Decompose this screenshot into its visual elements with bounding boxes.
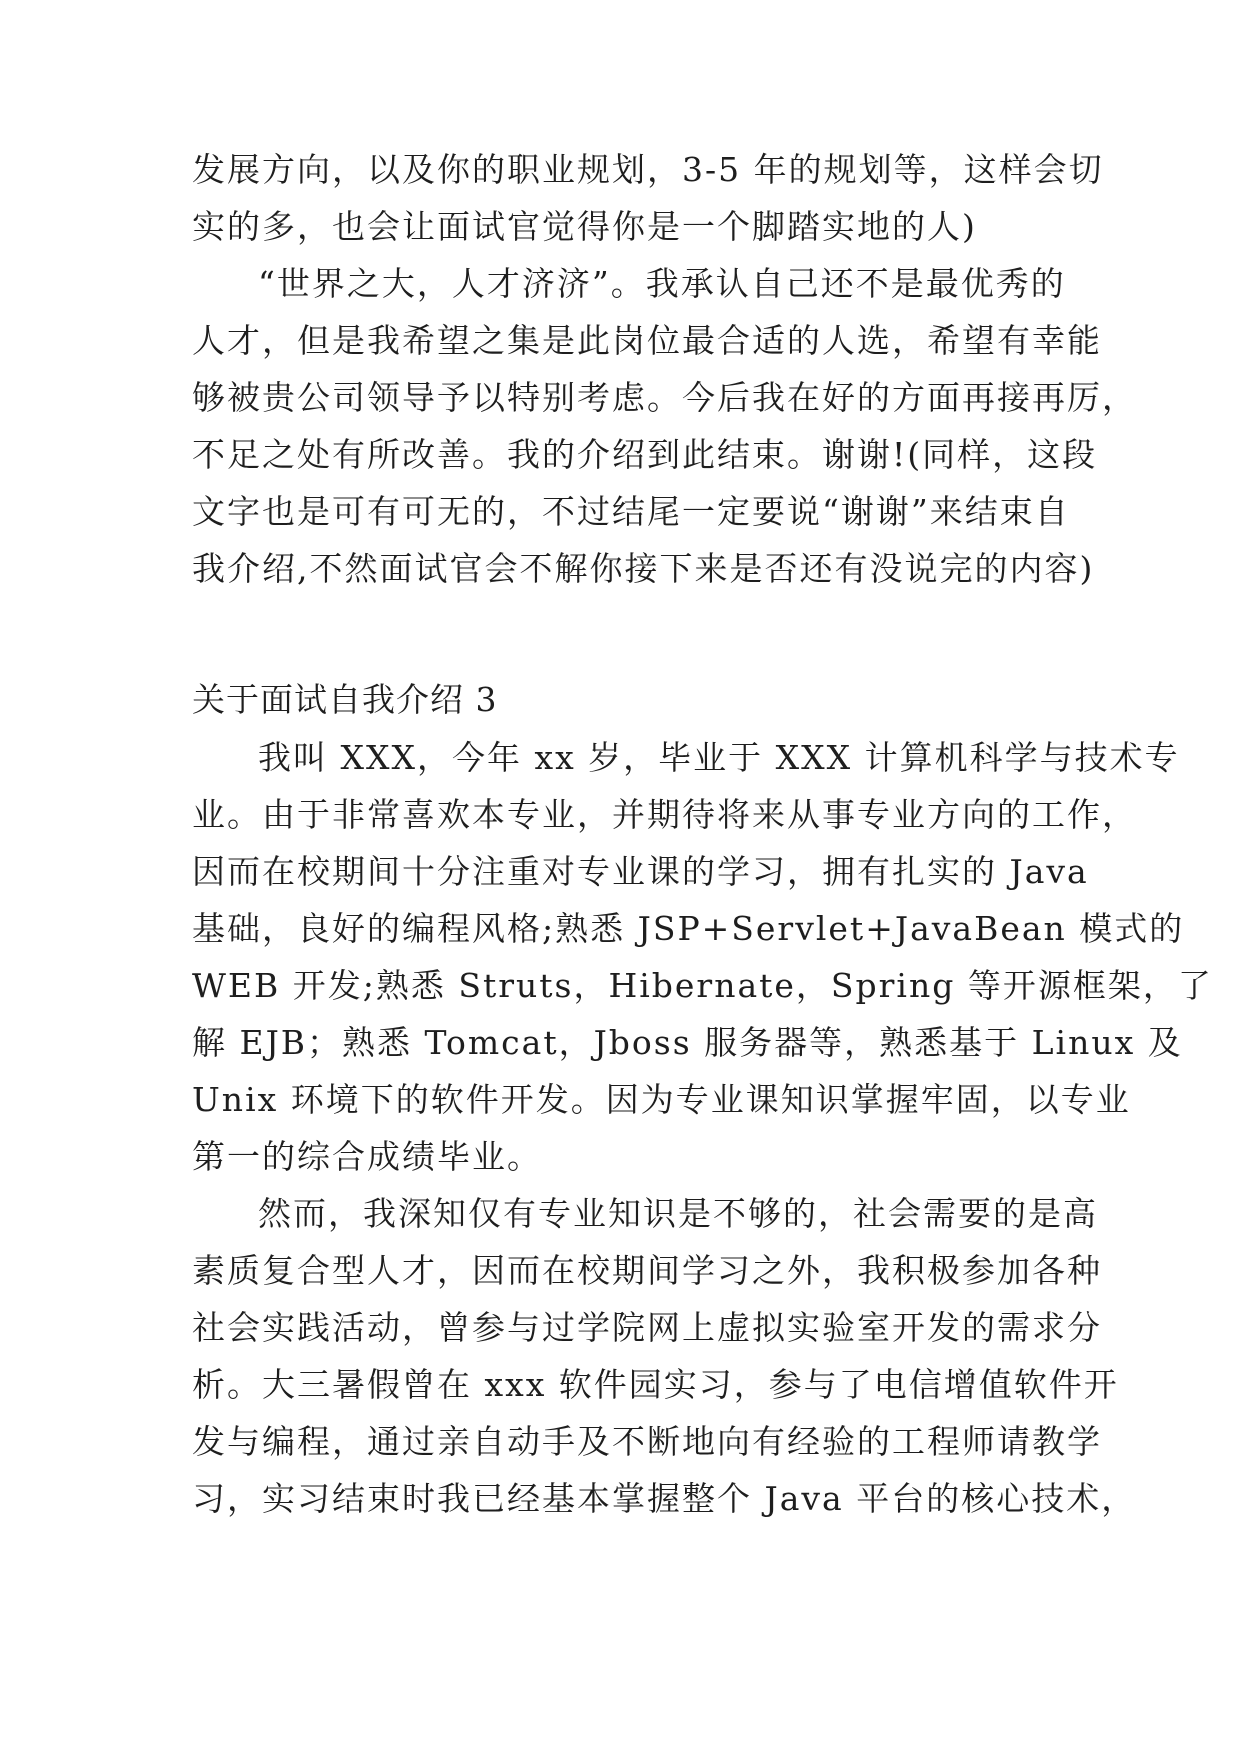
text-line: “世界之大，人才济济”。我承认自己还不是最优秀的: [258, 264, 1066, 303]
text-line: 第一的综合成绩毕业。: [192, 1137, 542, 1176]
text-line: 析。大三暑假曾在 xxx 软件园实习，参与了电信增值软件开: [192, 1365, 1119, 1404]
text-line: 社会实践活动，曾参与过学院网上虚拟实验室开发的需求分: [192, 1308, 1102, 1347]
text-line: WEB 开发;熟悉 Struts，Hibernate，Spring 等开源框架，了: [192, 966, 1213, 1005]
text-line: 习，实习结束时我已经基本掌握整个 Java 平台的核心技术，: [192, 1479, 1137, 1518]
text-line: 不足之处有所改善。我的介绍到此结束。谢谢!(同样，这段: [192, 435, 1098, 474]
text-line: 基础，良好的编程风格;熟悉 JSP+Servlet+JavaBean 模式的: [192, 909, 1185, 948]
text-line: 因而在校期间十分注重对专业课的学习，拥有扎实的 Java: [192, 852, 1089, 891]
text-line: 发与编程，通过亲自动手及不断地向有经验的工程师请教学: [192, 1422, 1102, 1461]
text-line: 解 EJB；熟悉 Tomcat，Jboss 服务器等，熟悉基于 Linux 及: [192, 1023, 1183, 1062]
section-title: 关于面试自我介绍 3: [192, 680, 498, 719]
text-line: 够被贵公司领导予以特别考虑。今后我在好的方面再接再厉，: [192, 378, 1137, 417]
text-line: 文字也是可有可无的，不过结尾一定要说“谢谢”来结束自: [192, 492, 1070, 531]
text-line: 业。由于非常喜欢本专业，并期待将来从事专业方向的工作，: [192, 795, 1137, 834]
text-line: 然而，我深知仅有专业知识是不够的，社会需要的是高: [258, 1194, 1098, 1233]
text-line: 人才，但是我希望之集是此岗位最合适的人选，希望有幸能: [192, 321, 1102, 360]
text-line: 我叫 XXX，今年 xx 岁，毕业于 XXX 计算机科学与技术专: [258, 738, 1180, 777]
text-line: 素质复合型人才，因而在校期间学习之外，我积极参加各种: [192, 1251, 1102, 1290]
text-line: Unix 环境下的软件开发。因为专业课知识掌握牢固，以专业: [192, 1080, 1131, 1119]
text-line: 实的多，也会让面试官觉得你是一个脚踏实地的人): [192, 207, 977, 246]
text-line: 我介绍,不然面试官会不解你接下来是否还有没说完的内容): [192, 549, 1095, 588]
text-line: 发展方向，以及你的职业规划，3-5 年的规划等，这样会切: [192, 150, 1104, 189]
